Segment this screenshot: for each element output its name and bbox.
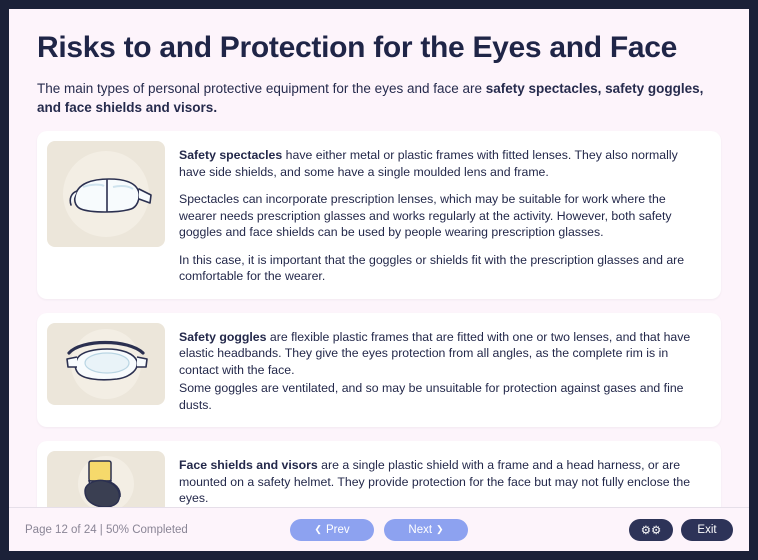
- prev-button-label: Prev: [325, 523, 350, 536]
- navigation-controls: [290, 519, 468, 541]
- page-title: Risks to and Protection for the Eyes and Face: [37, 31, 677, 64]
- exit-button-label: Exit: [697, 523, 717, 536]
- paragraph: [179, 329, 703, 379]
- list-item: [37, 313, 721, 428]
- settings-button[interactable]: [629, 519, 673, 541]
- chevron-left-icon: ❮: [314, 524, 322, 534]
- page-status: Page 12 of 24 | 50% Completed: [25, 523, 188, 536]
- next-button[interactable]: [384, 519, 468, 541]
- paragraph: [179, 457, 703, 507]
- paragraph-lead: Safety goggles: [179, 329, 267, 344]
- footer-right-group: [629, 519, 733, 541]
- intro-bold: safety spectacles, safety goggles, and face shields and visors.: [37, 81, 704, 115]
- paragraph: [179, 380, 703, 413]
- card-body: [165, 141, 711, 289]
- safety-spectacles-illustration: [47, 141, 165, 247]
- paragraph-text: are a single plastic shield with a frame and a head harness, or are mounted on a safety helmet. They provide protection for the face but may not fully enclose the eyes.: [179, 458, 691, 505]
- paragraph: [179, 191, 703, 241]
- prev-button[interactable]: [290, 519, 374, 541]
- paragraph: [179, 252, 703, 285]
- paragraph-lead: Face shields and visors: [179, 458, 318, 472]
- list-item: [37, 441, 721, 507]
- exit-button[interactable]: [681, 519, 733, 541]
- face-shield-drawing: [47, 451, 165, 507]
- paragraph-text: are flexible plastic frames that are fitted with one or two lenses, and that have elastic headbands. They give the eyes protection from all angles, as the complete rim is in contact with the face.: [179, 329, 691, 377]
- paragraph-text: Spectacles can incorporate prescription lenses, which may be suitable for work where the wearer needs prescription glasses and works regularly at the activity. However, both safety goggles and face shields can be used by people wearing prescription glasses.: [179, 192, 672, 239]
- face-shield-illustration: [47, 451, 165, 507]
- spectacles-drawing: [47, 141, 165, 247]
- list-item: [37, 131, 721, 299]
- next-button-label: Next: [408, 523, 433, 536]
- card-body: [165, 323, 711, 418]
- slide-footer: [9, 507, 749, 551]
- intro-text: [37, 79, 709, 117]
- gears-icon: ⚙⚙: [640, 524, 662, 537]
- slide-frame: [9, 9, 749, 551]
- goggles-drawing: [47, 323, 165, 405]
- slide-content: [9, 9, 749, 507]
- paragraph-text: In this case, it is important that the goggles or shields fit with the prescription glasses and are comfortable for the wearer.: [179, 252, 685, 283]
- chevron-right-icon: ❯: [436, 524, 444, 534]
- paragraph-lead: Safety spectacles: [179, 148, 283, 162]
- paragraph-text: Some goggles are ventilated, and so may be unsuitable for protection against gases and fine dusts.: [179, 381, 684, 412]
- card-body: [165, 451, 711, 507]
- paragraph-text: have either metal or plastic frames with fitted lenses. They also normally have side shields, and some have a single moulded lens and frame.: [179, 148, 678, 179]
- intro-plain: The main types of personal protective equipment for the eyes and face are: [37, 81, 486, 96]
- safety-goggles-illustration: [47, 323, 165, 405]
- paragraph: [179, 147, 703, 180]
